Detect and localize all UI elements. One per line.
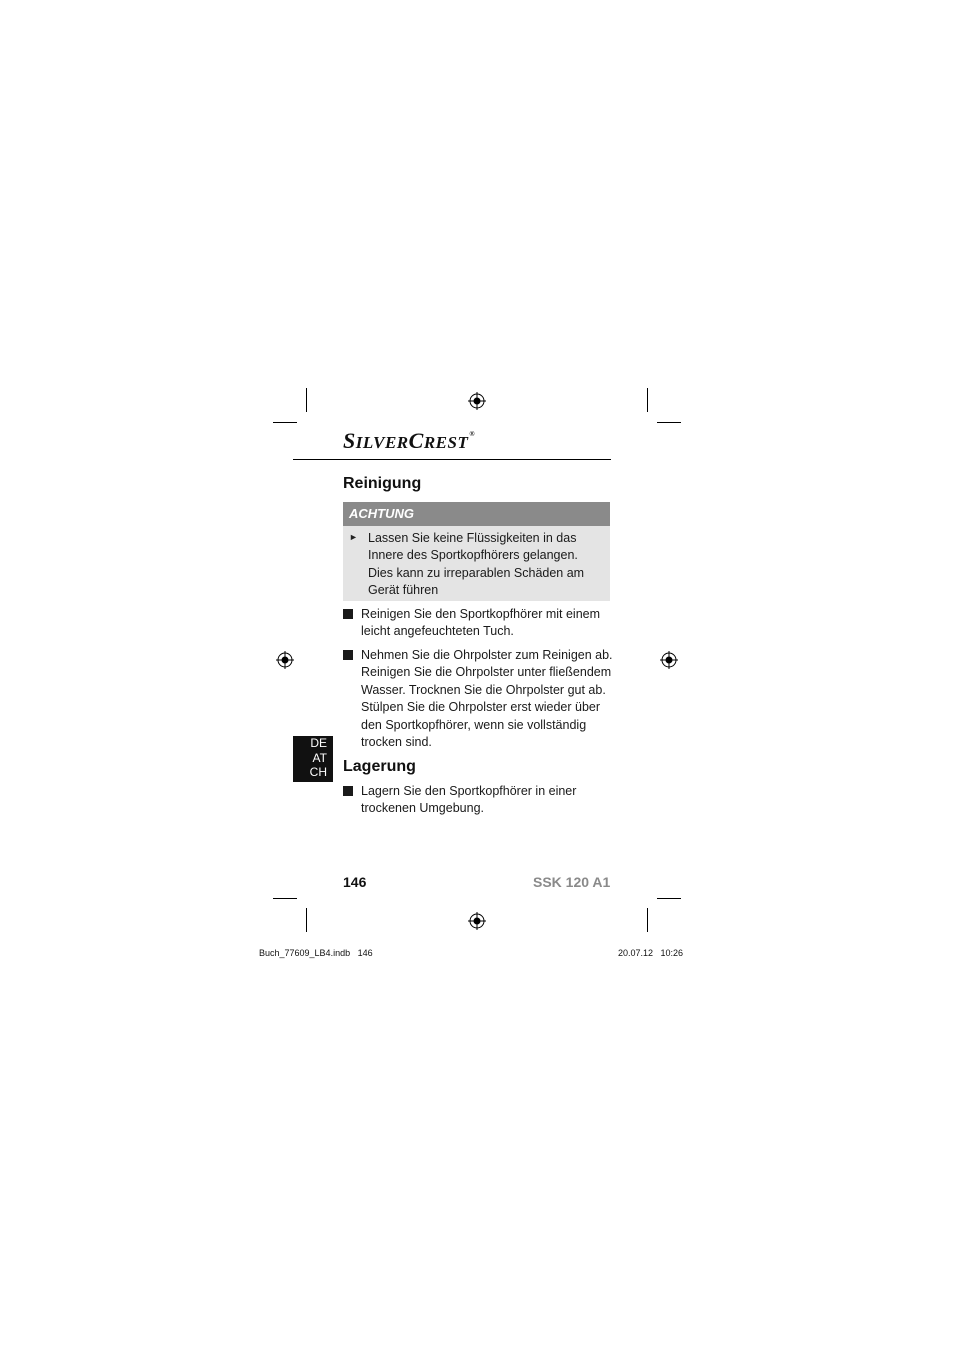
- crop-mark: [647, 908, 648, 932]
- crop-mark: [657, 898, 681, 899]
- registration-mark-icon: [276, 651, 294, 669]
- page-number: 146: [343, 874, 367, 890]
- warning-header: [343, 502, 610, 526]
- list-item: Nehmen Sie die Ohrpolster zum Reinigen ab. Reinigen Sie die Ohrpolster unter fließendem Wasser. Trocknen Sie die Ohrpolster gut ab. Stülpen Sie die Ohrpolster erst wieder über den Sportkopfhörer, wenn sie vollständig trocken sind.: [361, 648, 613, 750]
- warning-text: Lassen Sie keine Flüssigkeiten in das Innere des Sportkopfhörers gelangen. Dies kann zu irreparablen Schäden am Gerät führen: [368, 531, 585, 598]
- language-tab: DE AT CH: [293, 736, 333, 782]
- registration-mark-icon: [468, 912, 486, 930]
- model-number: SSK 120 A1: [533, 874, 611, 890]
- arrow-bullet-icon: ►: [349, 532, 358, 542]
- registration-mark-icon: [660, 651, 678, 669]
- section-heading-storage: Lagerung: [343, 758, 416, 775]
- crop-mark: [273, 898, 297, 899]
- section-heading-cleaning: Reinigung: [343, 475, 422, 492]
- crop-mark: [647, 388, 648, 412]
- header-rule: [293, 459, 611, 460]
- square-bullet-icon: [343, 786, 353, 796]
- square-bullet-icon: [343, 609, 353, 619]
- crop-mark: [306, 908, 307, 932]
- warning-label: ACHTUNG: [349, 506, 414, 521]
- crop-mark: [273, 422, 297, 423]
- crop-mark: [657, 422, 681, 423]
- print-slug-date: 20.07.12 10:26: [618, 948, 684, 958]
- list-item: Reinigen Sie den Sportkopfhörer mit einem leicht angefeuchteten Tuch.: [361, 607, 601, 639]
- square-bullet-icon: [343, 650, 353, 660]
- brand-logo: SILVERCREST®: [343, 428, 476, 453]
- list-item: Lagern Sie den Sportkopfhörer in einer trockenen Umgebung.: [361, 784, 577, 816]
- crop-mark: [306, 388, 307, 412]
- print-slug-file: Buch_77609_LB4.indb 146: [259, 948, 373, 958]
- registration-mark-icon: [468, 392, 486, 410]
